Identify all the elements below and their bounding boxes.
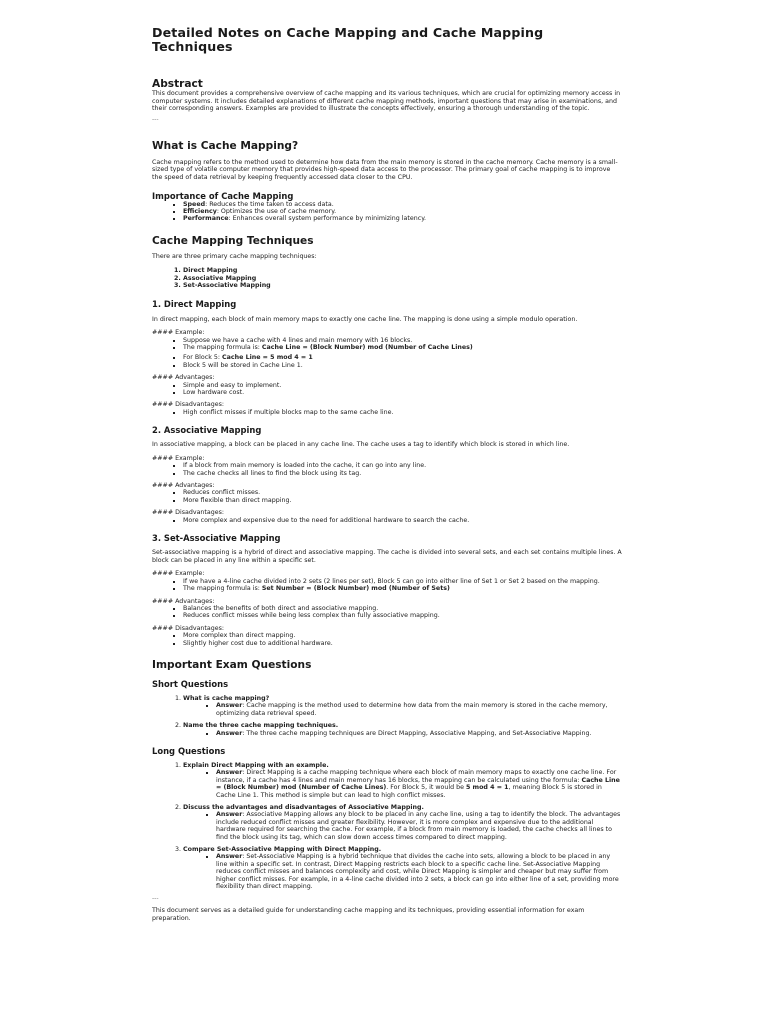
set-assoc-adv-label: #### Advantages: [152, 597, 215, 605]
direct-heading: 1. Direct Mapping [152, 298, 237, 309]
long-questions-heading: Long Questions [152, 745, 226, 756]
importance-list [152, 201, 622, 223]
footer-text: This document serves as a detailed guide for understanding cache mapping and its techniques, providing essential information for exam preparation. [152, 907, 585, 923]
set-assoc-adv-list [152, 605, 622, 620]
direct-text: In direct mapping, each block of main memory maps to exactly one cache line. The mapping is done using a simple modulo operation. [152, 315, 578, 323]
set-assoc-dis-label: #### Disadvantages: [152, 624, 225, 632]
question-item: 2. Discuss the advantages and disadvantages of Associative Mapping. ▪ Answer: Associative Mapping allows any block to be placed in any cache line, using a tag to identify the block. The advantages include reduced conflict misses and greater flexibility. However, it is more complex and expensive due to the additional hardware required for searching the cache. For example, if a block from main memory is loaded, the cache checks all lines to find the block using its tag, which can slow down access times compared to direct mapping. [183, 804, 622, 841]
list-item: ▪ More complex than direct mapping. [183, 632, 622, 639]
list-item: ▪ More complex and expensive due to the need for additional hardware to search the cache. [183, 517, 622, 524]
exam-heading: Important Exam Questions [152, 658, 312, 671]
list-item: ▪ Block 5 will be stored in Cache Line 1. [183, 362, 622, 369]
direct-adv-label: #### Advantages: [152, 374, 215, 382]
set-assoc-text: Set-associative mapping is a hybrid of direct and associative mapping. The cache is divided into several sets, and each set contains multiple lines. A block can be placed in any line within a specific set. [152, 549, 622, 564]
techniques-list [152, 267, 622, 289]
list-item: ▪ Efficiency: Optimizes the use of cache memory. [183, 208, 622, 215]
list-item: 3. Set-Associative Mapping [183, 282, 622, 289]
list-item: ▪ Suppose we have a cache with 4 lines and main memory with 16 blocks. [183, 337, 622, 344]
list-item: ▪ The mapping formula is: Set Number = (Block Number) mod (Number of Sets) [183, 585, 622, 592]
what-is-text: Cache mapping refers to the method used to determine how data from the main memory is stored in the cache memory. Cache memory is a small-sized type of volatile computer memory that provides high-speed data access to the processor. The primary goal of cache mapping is to improve the speed of data retrieval by keeping frequently accessed data closer to the CPU. [152, 158, 618, 181]
associative-dis-label: #### Disadvantages: [152, 509, 225, 517]
associative-dis-list [152, 517, 622, 524]
abstract-heading: Abstract [152, 78, 203, 90]
question-item: 3. Compare Set-Associative Mapping with Direct Mapping. ▪ Answer: Set-Associative Mapping is a hybrid technique that divides the cache into sets, allowing a block to be placed in any line within a specific set. In contrast, Direct Mapping restricts each block to a specific cache line. Set-Associative Mapping reduces conflict misses and balances complexity and cost, while Direct Mapping is simpler and cheaper but may suffer from higher conflict misses. For example, in a 4-line cache divided into 2 sets, a block can go into either line of a set, providing more flexibility than direct mapping. [183, 846, 622, 890]
associative-text: In associative mapping, a block can be placed in any cache line. The cache uses a tag to identify which block is stored in which line. [152, 441, 570, 449]
techniques-intro: There are three primary cache mapping techniques: [152, 252, 317, 260]
answer-item: ▪ Answer: Set-Associative Mapping is a hybrid technique that divides the cache into sets, allowing a block to be placed in any line within a specific set. In contrast, Direct Mapping restricts each block to a specific cache line. Set-Associative Mapping reduces conflict misses and balances complexity and cost, while Direct Mapping is simpler and cheaper but may suffer from higher conflict misses. For example, in a 4-line cache divided into 2 sets, a block can go into either line of a set, providing more flexibility than direct mapping. [216, 853, 622, 890]
set-assoc-example-list [152, 578, 622, 593]
associative-adv-label: #### Advantages: [152, 482, 215, 490]
short-questions-heading: Short Questions [152, 678, 229, 689]
direct-adv-list [152, 382, 622, 397]
list-item: ▪ Speed: Reduces the time taken to access data. [183, 201, 622, 208]
direct-dis-label: #### Disadvantages: [152, 401, 225, 409]
document-body [152, 26, 622, 923]
what-is-heading: What is Cache Mapping? [152, 139, 299, 152]
set-assoc-heading: 3. Set-Associative Mapping [152, 533, 281, 544]
list-item: ▪ Simple and easy to implement. [183, 382, 622, 389]
long-questions-list [152, 762, 622, 891]
list-item: 1. Direct Mapping [183, 267, 622, 274]
list-item: ▪ For Block 5: Cache Line = 5 mod 4 = 1 [183, 354, 622, 361]
answer-item: ▪ Answer: Direct Mapping is a cache mapping technique where each block of main memory maps to exactly one cache line. For instance, if a cache has 4 lines and main memory has 16 blocks, the mapping can be calculated using the formula: Cache Line = (Block Number) mod (Number of Cache Lines). For Block 5, it would be 5 mod 4 = 1, meaning Block 5 is stored in Cache Line 1. This method is simple but can lead to high conflict misses. [216, 769, 622, 799]
list-item: ▪ Reduces conflict misses while being less complex than fully associative mapping. [183, 612, 622, 619]
list-item: ▪ If a block from main memory is loaded into the cache, it can go into any line. [183, 462, 622, 469]
separator: --- [152, 895, 159, 903]
list-item: 2. Associative Mapping [183, 275, 622, 282]
associative-adv-list [152, 489, 622, 504]
list-item: ▪ The mapping formula is: Cache Line = (Block Number) mod (Number of Cache Lines) [183, 344, 622, 351]
question-item: 1. Explain Direct Mapping with an example. ▪ Answer: Direct Mapping is a cache mapping technique where each block of main memory maps to exactly one cache line. For instance, if a cache has 4 lines and main memory has 16 blocks, the mapping can be calculated using the formula: Cache Line = (Block Number) mod (Number of Cache Lines). For Block 5, it would be 5 mod 4 = 1, meaning Block 5 is stored in Cache Line 1. This method is simple but can lead to high conflict misses. [183, 762, 622, 799]
associative-heading: 2. Associative Mapping [152, 425, 262, 436]
answer-item: ▪ Answer: Cache mapping is the method used to determine how data from the main memory is stored in the cache memory, optimizing data retrieval speed. [216, 702, 622, 717]
list-item: ▪ Slightly higher cost due to additional hardware. [183, 640, 622, 647]
direct-example-label: #### Example: [152, 329, 205, 337]
set-assoc-dis-list [152, 632, 622, 647]
importance-heading: Importance of Cache Mapping [152, 190, 294, 201]
list-item: ▪ The cache checks all lines to find the block using its tag. [183, 470, 622, 477]
associative-example-label: #### Example: [152, 454, 205, 462]
direct-example-list [152, 337, 622, 352]
question-item: 1. What is cache mapping? ▪ Answer: Cache mapping is the method used to determine how data from the main memory is stored in the cache memory, optimizing data retrieval speed. [183, 695, 622, 717]
list-item: ▪ Reduces conflict misses. [183, 489, 622, 496]
answer-item: ▪ Answer: Associative Mapping allows any block to be placed in any cache line, using a tag to identify the block. The advantages include reduced conflict misses and greater flexibility. However, it is more complex and expensive due to the additional hardware required for searching the cache. For example, if a block from main memory is loaded, the cache checks all lines to find the block using its tag, which can slow down access times compared to direct mapping. [216, 811, 622, 841]
direct-example-list-2 [152, 354, 622, 369]
list-item: ▪ If we have a 4-line cache divided into 2 sets (2 lines per set), Block 5 can go into either line of Set 1 or Set 2 based on the mapping. [183, 578, 622, 585]
list-item: ▪ Low hardware cost. [183, 389, 622, 396]
answer-item: ▪ Answer: The three cache mapping techniques are Direct Mapping, Associative Mapping, and Set-Associative Mapping. [216, 730, 622, 737]
abstract-text: This document provides a comprehensive overview of cache mapping and its various techniques, which are crucial for optimizing memory access in computer systems. It includes detailed explanations of different cache mapping methods, important questions that may arise in examinations, and their corresponding answers. Examples are provided to illustrate the concepts effectively, ensuring a thorough understanding of the topic. [152, 90, 621, 113]
list-item: ▪ More flexible than direct mapping. [183, 497, 622, 504]
direct-dis-list [152, 409, 622, 416]
list-item: ▪ High conflict misses if multiple blocks map to the same cache line. [183, 409, 622, 416]
list-item: ▪ Performance: Enhances overall system performance by minimizing latency. [183, 215, 622, 222]
separator: --- [152, 115, 159, 123]
question-item: 2. Name the three cache mapping techniques. ▪ Answer: The three cache mapping techniques are Direct Mapping, Associative Mapping, and Set-Associative Mapping. [183, 722, 622, 737]
page-title: Detailed Notes on Cache Mapping and Cache Mapping Techniques [152, 25, 544, 54]
list-item: ▪ Balances the benefits of both direct and associative mapping. [183, 605, 622, 612]
techniques-heading: Cache Mapping Techniques [152, 234, 314, 247]
short-questions-list [152, 695, 622, 737]
associative-example-list [152, 462, 622, 477]
set-assoc-example-label: #### Example: [152, 570, 205, 578]
